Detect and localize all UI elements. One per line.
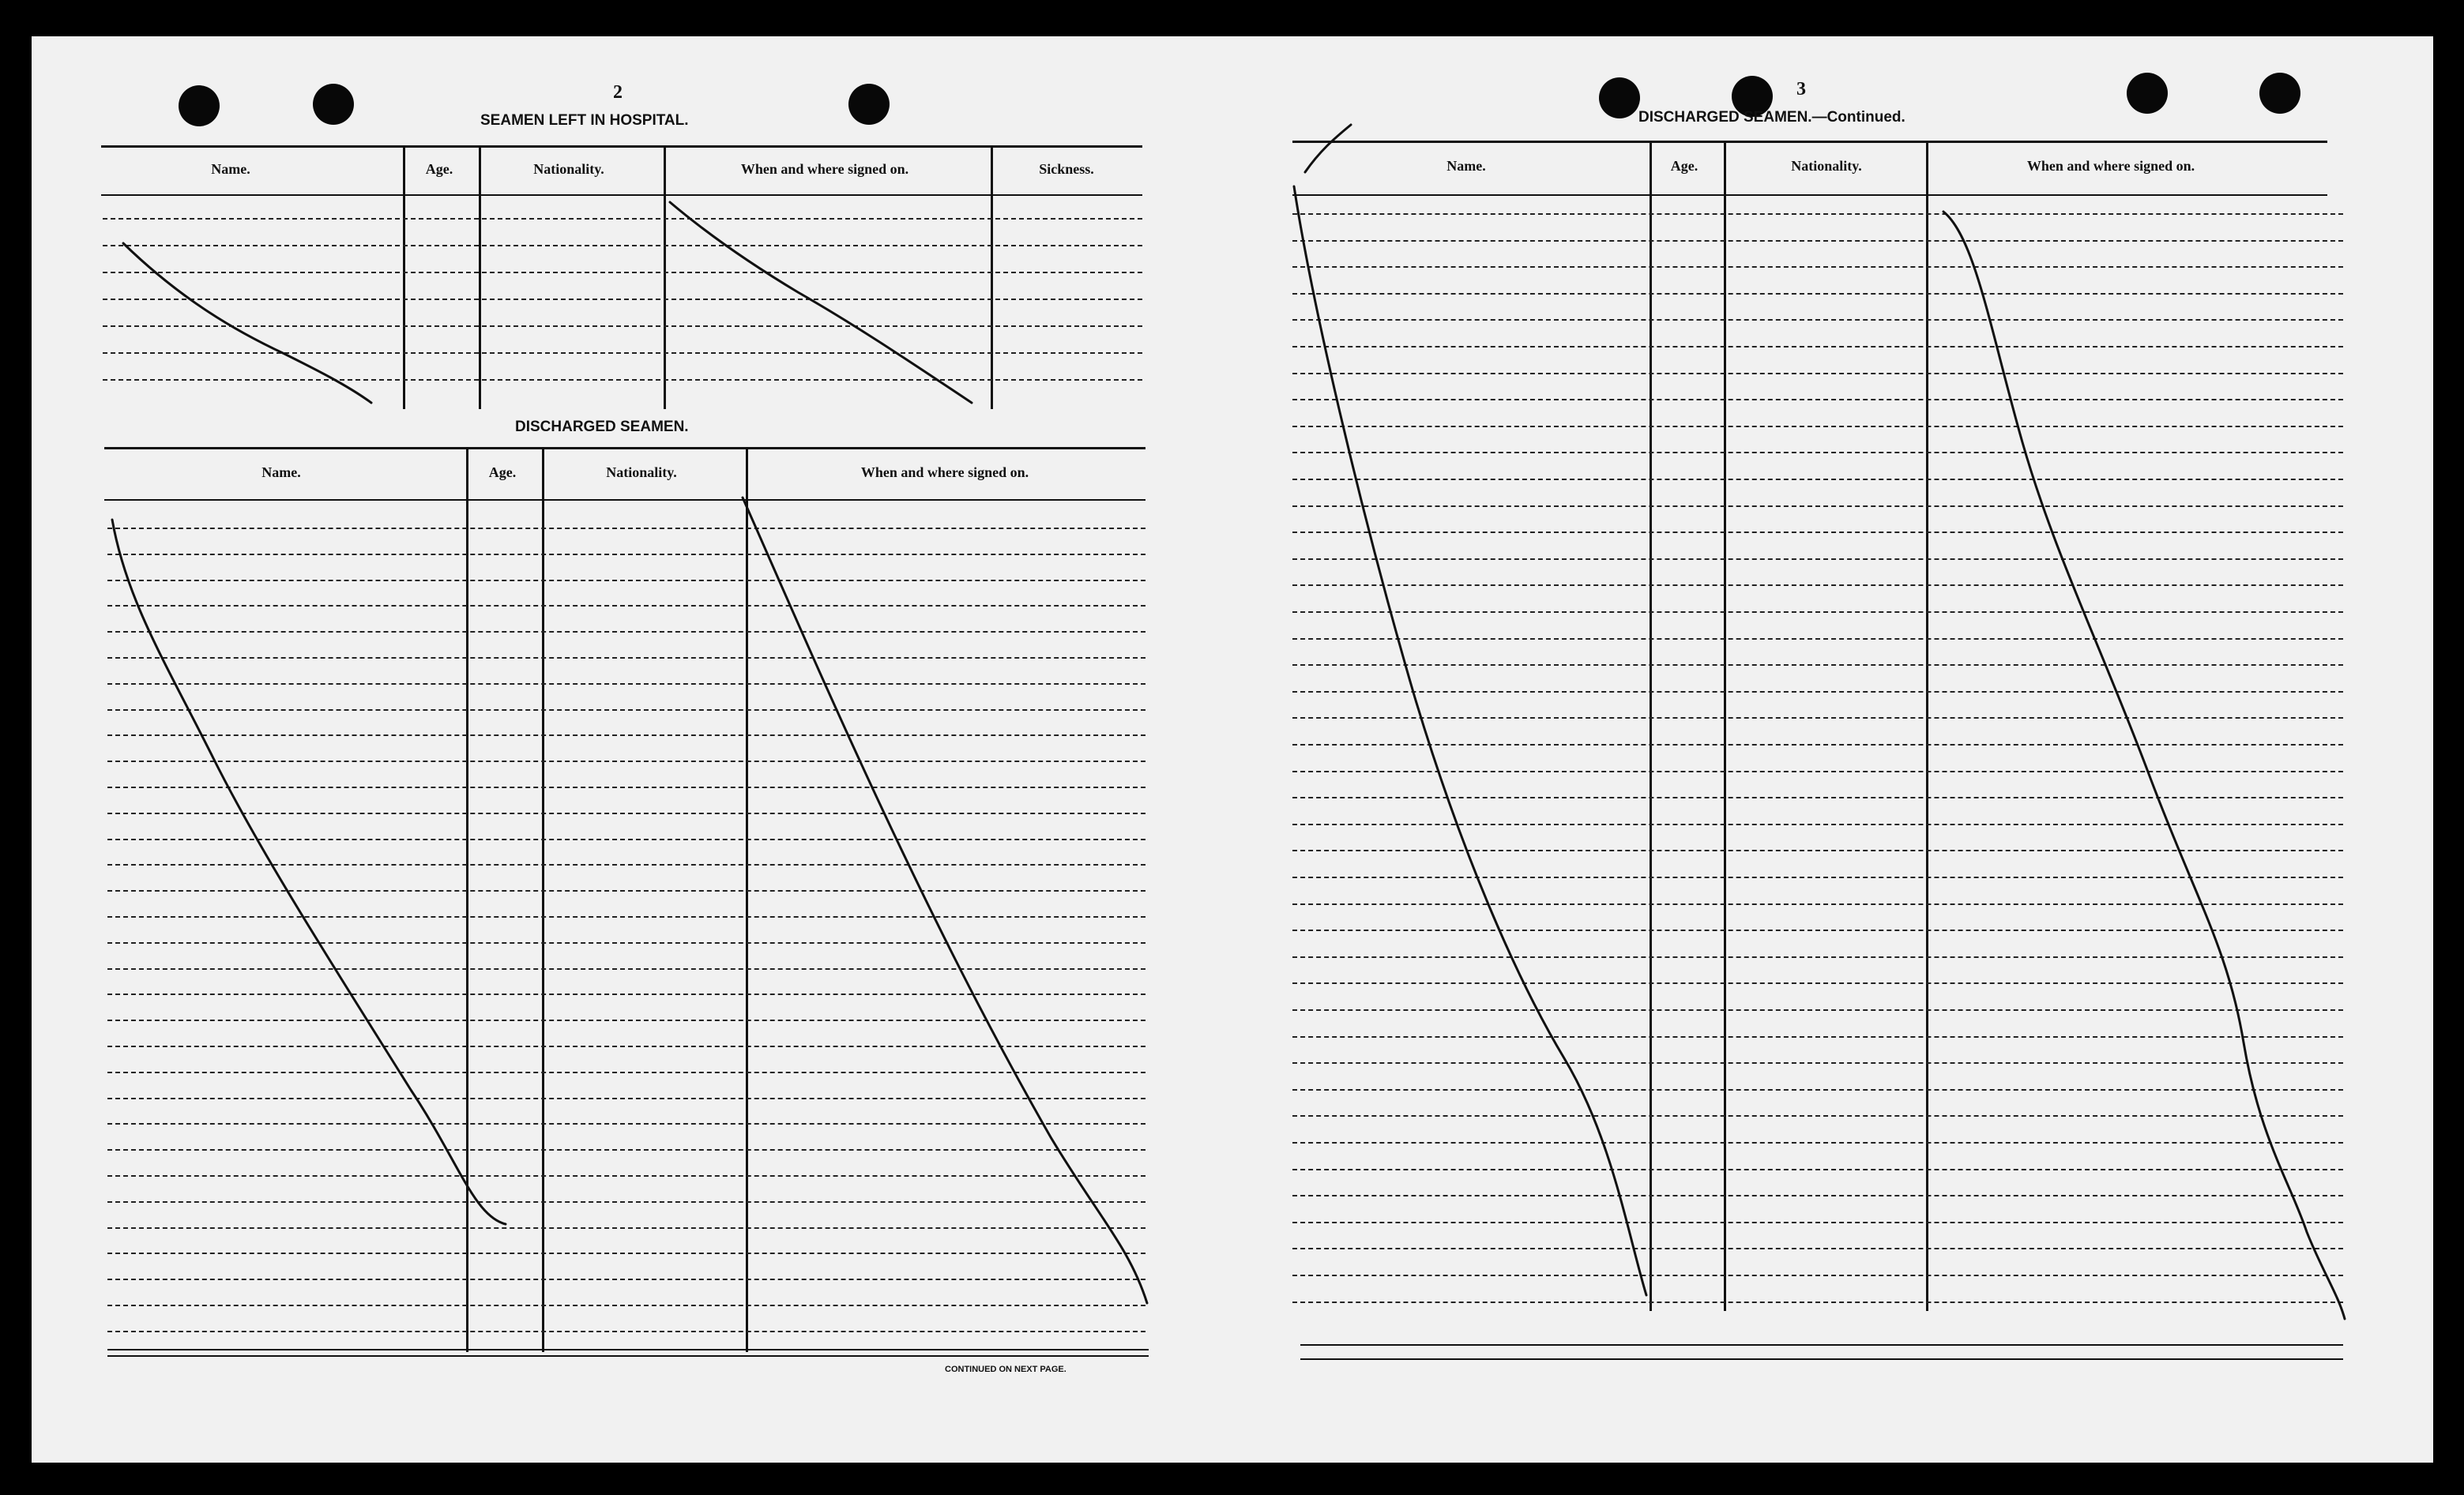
col-header-name: Name. — [261, 464, 301, 480]
hospital-section-title: SEAMEN LEFT IN HOSPITAL. — [480, 112, 689, 129]
col-header-when-where: When and where signed on. — [860, 464, 1029, 480]
col-header-name: Name. — [1446, 158, 1486, 174]
col-header-nationality: Nationality. — [606, 464, 677, 480]
col-header-age: Age. — [1670, 158, 1698, 174]
col-header-age: Age. — [488, 464, 517, 480]
col-header-sickness: Sickness. — [1039, 161, 1094, 177]
discharged-section-title: DISCHARGED SEAMEN. — [515, 419, 689, 435]
page-number: 3 — [1796, 79, 1806, 100]
col-header-when-where: When and where signed on. — [740, 161, 909, 177]
col-header-nationality: Nationality. — [533, 161, 604, 177]
page-number: 2 — [613, 82, 623, 103]
col-header-when-where: When and where signed on. — [2026, 158, 2195, 174]
col-header-nationality: Nationality. — [1791, 158, 1862, 174]
col-header-age: Age. — [425, 161, 453, 177]
discharged-continued-title: DISCHARGED SEAMEN.—Continued. — [1638, 109, 1905, 126]
continued-note: CONTINUED ON NEXT PAGE. — [945, 1365, 1066, 1374]
col-header-name: Name. — [211, 161, 250, 177]
